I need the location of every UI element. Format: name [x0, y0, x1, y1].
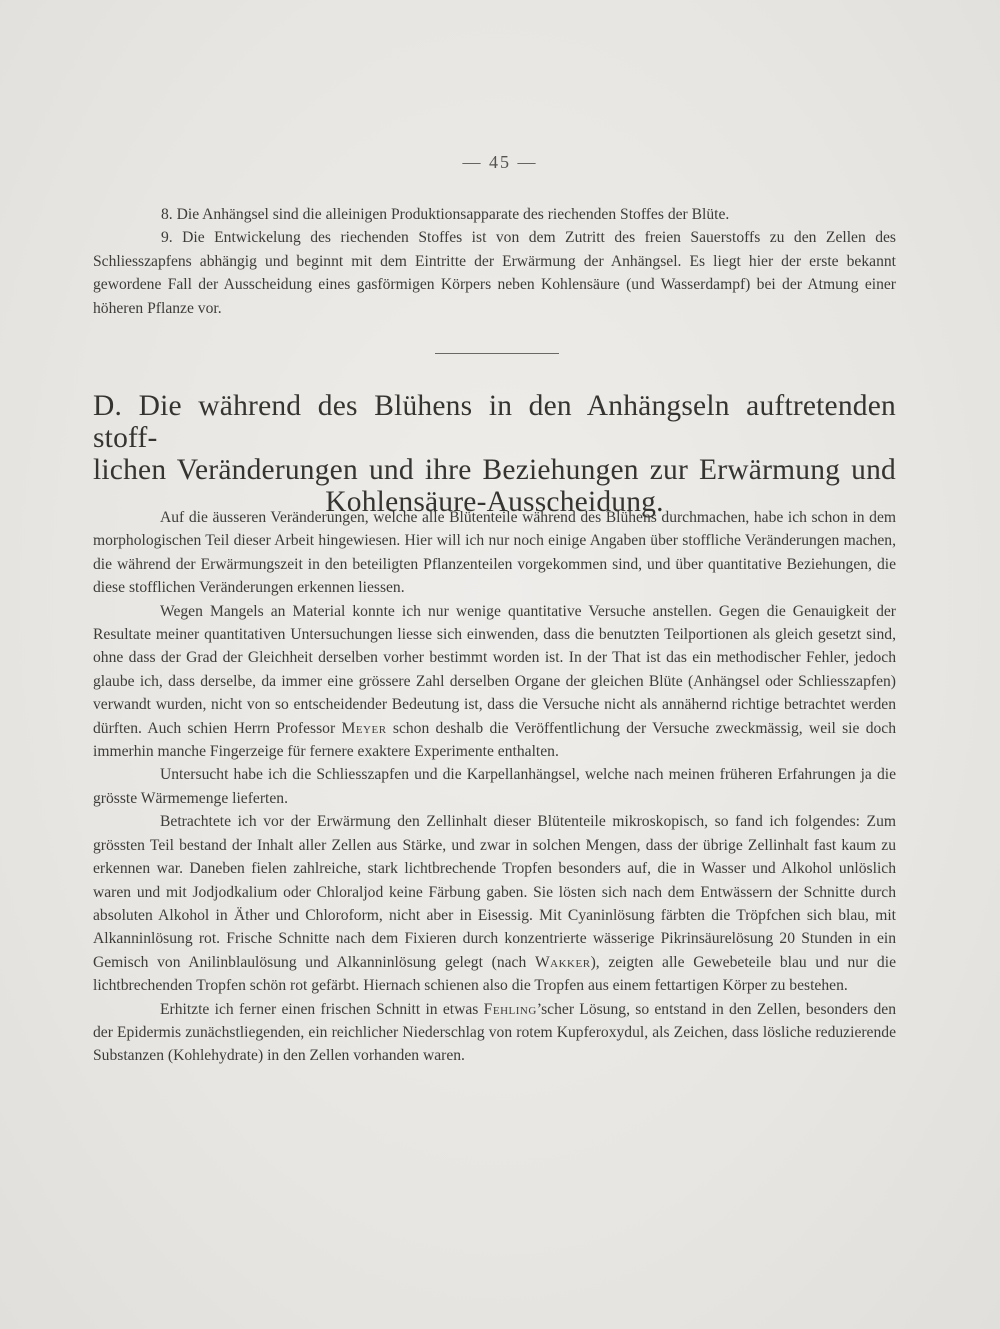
- person-name-wakker: Wakker: [534, 953, 591, 971]
- heading-line-2: lichen Veränderungen und ihre Beziehungen zur Erwärmung und: [93, 454, 896, 486]
- paragraph-2-text-b: schon deshalb die Veröffentlichung der Versuche zweckmässig, weil sie doch immerhin manche Fingerzeige für fernere exaktere Experimente enthalten.: [93, 719, 897, 761]
- person-name-fehling: Fehling: [483, 1000, 537, 1018]
- section-heading: [93, 390, 896, 518]
- paragraph-4-text-b: ), zeigten alle Gewebeteile blau und nur die lichtbrechenden Tropfen schön rot gefärbt. Hiernach schienen also die Tropfen aus einem fettartigen Körper zu bestehen.: [93, 953, 896, 995]
- paragraph-5: [93, 998, 896, 1068]
- page-number: — 45 —: [462, 152, 538, 172]
- paragraph-4: [93, 810, 896, 997]
- body-text: [93, 506, 896, 1068]
- paragraph-5-text-b: ’scher Lösung, so entstand in den Zellen, besonders den der Epidermis zunächstliegenden, ein reichlicher Niederschlag von rotem Kupferoxydul, als Zeichen, dass lösliche reduzierende Substanzen (Kohlehydrate) in den Zellen vorhanden waren.: [93, 1000, 896, 1065]
- list-item-9: 9. Die Entwickelung des riechenden Stoffes ist von dem Zutritt des freien Sauerstoffs zu den Zellen des Schliesszapfens abhängig und beginnt mit dem Eintritte der Erwärmung der Anhängsel. Es liegt hier der erste bekannt gewordene Fall der Ausscheidung eines gasförmigen Körpers neben Kohlensäure (und Wasserdampf) bei der Atmung einer höheren Pflanze vor.: [93, 229, 896, 317]
- paragraph-4-text-a: Betrachtete ich vor der Erwärmung den Zellinhalt dieser Blütenteile mikroskopisch, so fand ich folgendes: Zum grössten Teil bestand der Inhalt aller Zellen aus Stärke, und zwar in solchen Mengen, dass der übrige Zellinhalt fast kaum zu erkennen war. Daneben fielen zahlreiche, stark lichtbrechende Tropfen besonders auf, die in Wasser und Alkohol unlöslich waren und mit Jodjodkalium oder Chloraljod keine Färbung gaben. Sie lösten sich nach dem Entwässern der Schnitte durch absoluten Alkohol in Äther und Chloroform, nicht aber in Eisessig. Mit Cyaninlösung färbten die Tröpfchen sich blau, mit Alkanninlösung rot. Frische Schnitte nach dem Fixieren durch konzentrierte wässerige Pikrinsäurelösung 20 Stunden in ein Gemisch von Anilinblaulösung und Alkanninlösung gelegt (nach: [93, 813, 896, 971]
- paragraph-2-text-a: Wegen Mangels an Material konnte ich nur wenige quantitative Versuche anstellen. Gegen die Genauigkeit der Resultate meiner quantitativen Untersuchungen liesse sich einwenden, dass die benutzten Teilportionen als gleich gesetzt sind, ohne dass der Grad der Gleichheit derselben vorher bestimmt worden ist. In der That ist das ein methodischer Fehler, jedoch glaube ich, dass derselbe, da immer eine grössere Zahl derselben Organe der gleichen Blüte (Anhängsel oder Schliesszapfen) verwandt wurden, nicht von so entscheidender Bedeutung ist, dass die Versuche nicht als annähernd richtige betrachtet werden dürften. Auch schien Herrn Professor: [93, 602, 896, 737]
- heading-line-1: D. Die während des Blühens in den Anhängseln auftretenden stoff-: [93, 390, 896, 454]
- heading-line-3: Kohlensäure-Ausscheidung.: [325, 486, 664, 518]
- paragraph-5-text-a: Erhitzte ich ferner einen frischen Schnitt in etwas: [160, 1000, 479, 1018]
- conclusion-list: [93, 203, 896, 320]
- list-item-8: 8. Die Anhängsel sind die alleinigen Produktionsapparate des riechenden Stoffes der Blüte.: [161, 206, 730, 223]
- paragraph-2: [93, 600, 896, 764]
- paragraph-3: Untersucht habe ich die Schliesszapfen und die Karpellanhängsel, welche nach meinen früheren Erfahrungen ja die grösste Wärmemenge lieferten.: [93, 766, 896, 807]
- section-divider: [435, 353, 559, 354]
- paragraph-1: Auf die äusseren Veränderungen, welche alle Blütenteile während des Blühens durchmachen, habe ich schon in dem morphologischen Teil dieser Arbeit hingewiesen. Hier will ich nur noch einige Angaben über stoffliche Veränderungen machen, die während der Erwärmungszeit in den beteiligten Pflanzenteilen vorgekommen sind, und über quantitative Beziehungen, die diese stofflichen Veränderungen erkennen liessen.: [93, 509, 896, 597]
- person-name-meyer: Meyer: [341, 719, 387, 737]
